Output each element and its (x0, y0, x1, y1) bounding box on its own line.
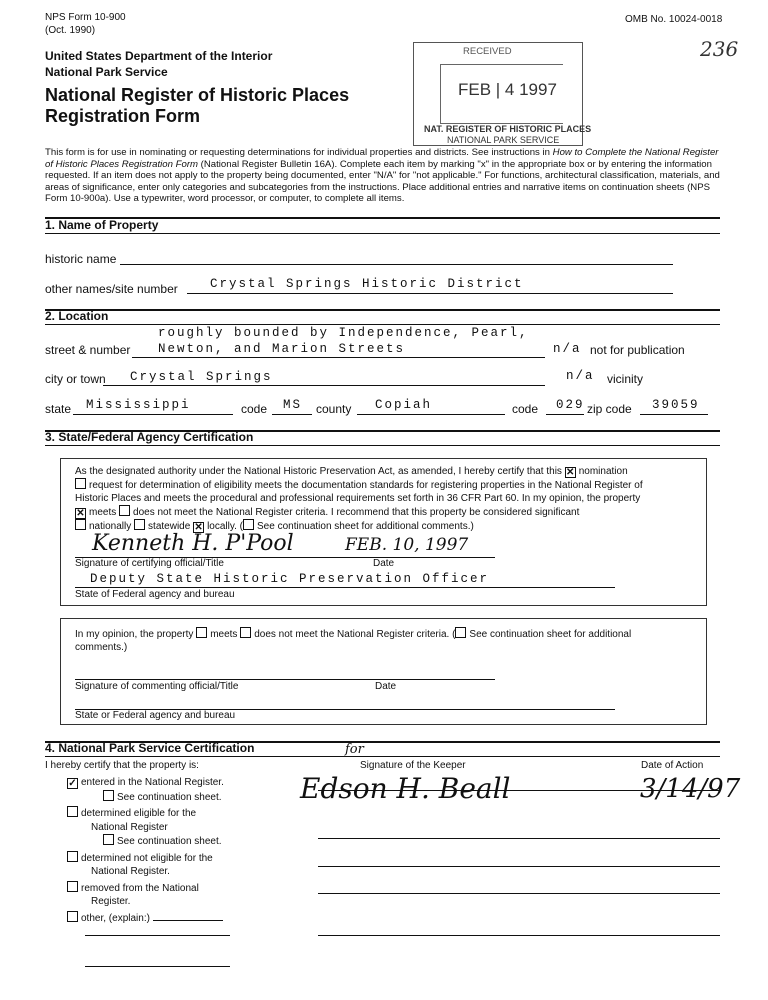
not-eligible-checkbox[interactable] (67, 851, 78, 862)
other-names-label: other names/site number (45, 282, 178, 296)
keeper-for: for (345, 742, 364, 757)
opinion-meets-checkbox[interactable] (196, 627, 207, 638)
keeper-options (67, 776, 224, 925)
zip-field[interactable]: 39059 (652, 398, 700, 412)
street-line-2[interactable]: Newton, and Marion Streets (158, 342, 406, 356)
instructions-paragraph (45, 147, 720, 205)
date-of-action-label: Date of Action (641, 760, 704, 771)
cert-text: As the designated authority under the National Historic Preservation Act, as amended, I hereby certify that this (75, 466, 562, 477)
other-checkbox[interactable] (67, 911, 78, 922)
entered-label: entered in the National Register. (81, 777, 224, 788)
opinion-not-meet-checkbox[interactable] (240, 627, 251, 638)
not-eligible-label: determined not eligible for the (81, 852, 213, 864)
cert-text: Historic Places and meets the procedural and professional requirements set forth in 36 CFR Part 60. In my opinion, the property (75, 493, 641, 504)
eligible-label: determined eligible for the (81, 808, 197, 819)
opinion-continuation-checkbox[interactable] (455, 627, 466, 638)
opinion-label: In my opinion, the property (75, 629, 194, 640)
section-1-title: 1. Name of Property (45, 218, 159, 232)
stamp-date: FEB | 4 1997 (458, 80, 557, 99)
state-code-label: code (241, 402, 268, 416)
vicinity-value[interactable]: n/a (566, 369, 595, 383)
does-not-meet-checkbox[interactable] (119, 505, 130, 516)
state-label: state (45, 402, 72, 416)
certify-intro: I hereby certify that the property is: (45, 760, 199, 771)
county-code-field[interactable]: 029 (556, 398, 585, 412)
removed-label-2: Register. (91, 896, 131, 907)
street-label: street & number (45, 343, 131, 357)
continuation-label: See continuation sheet. (117, 791, 222, 803)
entered-continuation-checkbox[interactable] (103, 790, 114, 801)
eligible-checkbox[interactable] (67, 806, 78, 817)
cert-text: does not meet the National Register criteria. I recommend that this property be considered significant (133, 507, 580, 518)
comment-signature-label: Signature of commenting official/Title (75, 681, 239, 692)
comment-date-label: Date (375, 681, 397, 692)
opinion-text (75, 627, 631, 654)
signature-label: Signature of certifying official/Title (75, 558, 224, 569)
agency: National Park Service (45, 65, 168, 79)
continuation-checkbox[interactable] (243, 519, 254, 530)
eligible-label-2: National Register (91, 821, 168, 833)
eligible-continuation-checkbox[interactable] (103, 834, 114, 845)
keeper-signature: Edson H. Beall (300, 772, 511, 805)
state-field[interactable]: Mississippi (86, 398, 191, 412)
street-line-1[interactable]: roughly bounded by Independence, Pearl, (158, 326, 529, 340)
vicinity-label: vicinity (607, 372, 644, 386)
instructions-text-2: (National Register Bulletin 16A). Complete each item by marking "x" in the appropriate box or by entering the information requested. If an item does not apply to the property being documented, enter "N/A" for "not applicable." For functions, architectural classification, materials, and areas of significance, enter only categories and subcategories from the instructions. Place additional entries and narrative items on continuation sheets (NPS Form 10-900a). Use a typewriter, word processor, or computer, to complete all items. (45, 158, 720, 204)
date-label: Date (373, 558, 395, 569)
opinion-label: does not meet the National Register criteria. ( (254, 629, 456, 640)
nationally-checkbox[interactable] (75, 519, 86, 530)
other-names-field[interactable]: Crystal Springs Historic District (210, 277, 524, 291)
opinion-meets-label: meets (210, 629, 238, 640)
section-4-title: 4. National Park Service Certification (45, 741, 255, 755)
stamp-received: RECEIVED (463, 46, 512, 57)
not-eligible-label-2: National Register. (91, 866, 170, 877)
nomination-checkbox[interactable]: ✕ (566, 467, 575, 478)
statewide-label: statewide (148, 521, 191, 532)
opinion-label: See continuation sheet for additional (469, 629, 632, 640)
locally-checkbox[interactable]: ✕ (194, 522, 203, 533)
continuation-label: See continuation sheet. (117, 836, 222, 847)
department: United States Department of the Interior (45, 49, 273, 63)
form-date: (Oct. 1990) (45, 25, 96, 36)
instructions-text: This form is for use in nominating or requesting determinations for individual properties and districts. See instructions in (45, 147, 553, 158)
nationally-label: nationally (89, 521, 132, 532)
nomination-label: nomination (578, 466, 628, 477)
comment-agency-label: State or Federal agency and bureau (75, 710, 236, 721)
nfp-value[interactable]: n/a (553, 342, 582, 356)
zip-label: zip code (587, 402, 632, 416)
form-title-1: National Register of Historic Places (45, 85, 350, 105)
instructions-title: How to Complete the National Register of Historic Places Registration Form (45, 147, 719, 170)
form-title-2: Registration Form (45, 106, 201, 126)
statewide-checkbox[interactable] (134, 519, 145, 530)
meets-label: meets (89, 507, 117, 518)
section-2-title: 2. Location (45, 309, 109, 323)
stamp-line-1: NAT. REGISTER OF HISTORIC PLACES (424, 124, 592, 134)
signature-date: FEB. 10, 1997 (345, 535, 469, 555)
omb-number: OMB No. 10024-0018 (625, 14, 723, 25)
removed-checkbox[interactable] (67, 881, 78, 892)
entered-checkbox[interactable]: ✓ (68, 778, 77, 789)
certification-text (75, 465, 643, 533)
agency-label: State of Federal agency and bureau (75, 589, 235, 600)
section-3-title: 3. State/Federal Agency Certification (45, 430, 254, 444)
nfp-label: not for publication (590, 343, 685, 357)
handwritten-number: 236 (700, 37, 739, 61)
action-date: 3/14/97 (640, 774, 741, 804)
city-label: city or town (45, 372, 106, 386)
certifying-signature: Kenneth H. P'Pool (92, 531, 294, 556)
locally-label: locally. ( (207, 521, 244, 532)
official-title[interactable]: Deputy State Historic Preservation Officer (90, 572, 490, 586)
cert-text: See continuation sheet for additional comments.) (257, 521, 474, 532)
city-field[interactable]: Crystal Springs (130, 370, 273, 384)
keeper-label: Signature of the Keeper (360, 760, 466, 771)
other-label: other, (explain:) (81, 912, 150, 924)
county-code-label: code (512, 402, 539, 416)
county-field[interactable]: Copiah (375, 398, 433, 412)
historic-name-label: historic name (45, 252, 117, 266)
opinion-label: comments.) (75, 642, 128, 653)
cert-text: request for determination of eligibility meets the documentation standards for registering properties in the National Register of (89, 480, 643, 491)
form-number: NPS Form 10-900 (45, 12, 126, 23)
meets-checkbox[interactable]: ✕ (76, 508, 85, 519)
county-label: county (316, 402, 352, 416)
request-checkbox[interactable] (75, 478, 86, 489)
state-code-field[interactable]: MS (283, 398, 303, 412)
removed-label: removed from the National (81, 882, 199, 894)
stamp-line-2: NATIONAL PARK SERVICE (447, 135, 560, 145)
